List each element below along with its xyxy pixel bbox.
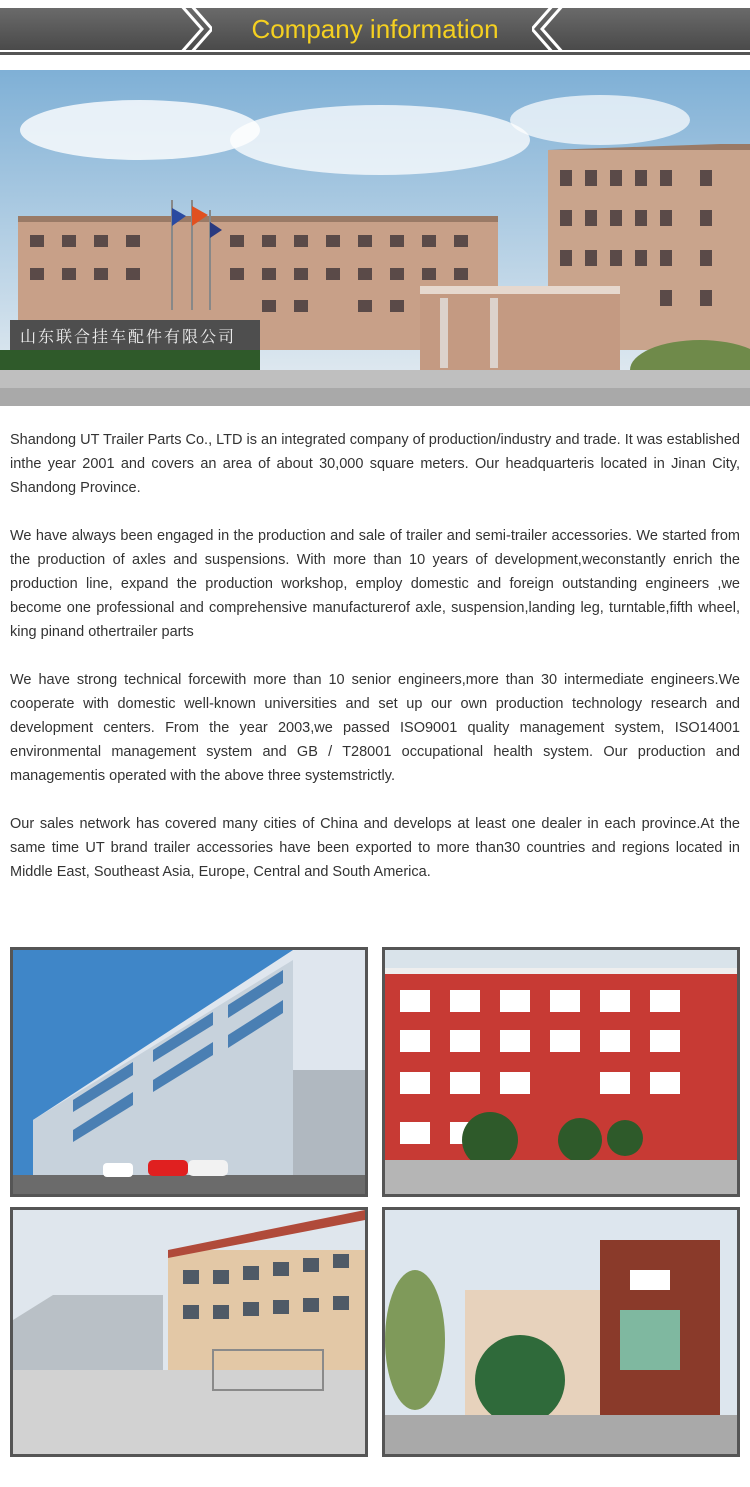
photo-office-building [382, 947, 740, 1197]
paragraph-production: We have always been engaged in the production and sale of trailer and semi-trailer accessories. We started from the production of axles and suspensions. With more than 10 years of development,weconstantly enrich the production line, expand the production workshop, employ domestic and foreign outstanding engineers ,we become one professional and comprehensive manufacturerof axle, suspension,landing leg, turntable,fifth wheel, king pinand othertrailer parts [10, 528, 740, 640]
section-header [0, 0, 750, 58]
company-description [10, 428, 740, 908]
header-divider [0, 52, 750, 55]
paragraph-sales: Our sales network has covered many cities of China and develops at least one dealer in each province.At the same time UT brand trailer accessories have been exported to more than30 countries and regions located in Middle East, Southeast Asia, Europe, Central and South America. [10, 816, 740, 880]
photo-factory-workshop [10, 947, 368, 1197]
company-sign-text: 山东联合挂车配件有限公司 [20, 327, 237, 346]
paragraph-overview: Shandong UT Trailer Parts Co., LTD is an integrated company of production/industry and trade. It was established inthe year 2001 and covers an area of about 30,000 square meters. Our headquarteris located in Jinan City, Shandong Province. [10, 432, 740, 496]
hero-photo-headquarters [0, 70, 750, 406]
paragraph-technology: We have strong technical forcewith more than 10 senior engineers,more than 30 intermediate engineers.We cooperate with domestic well-known universities and set up our own production technology research and development centers. From the year 2003,we passed ISO9001 quality management system, ISO14001 environmental management system and GB / T28001 occupational health system. Our production and managementis operated with the above three systemstrictly. [10, 672, 740, 784]
photo-campus-gate [382, 1207, 740, 1457]
section-title: Company information [251, 14, 499, 44]
photo-warehouse-office [10, 1207, 368, 1457]
